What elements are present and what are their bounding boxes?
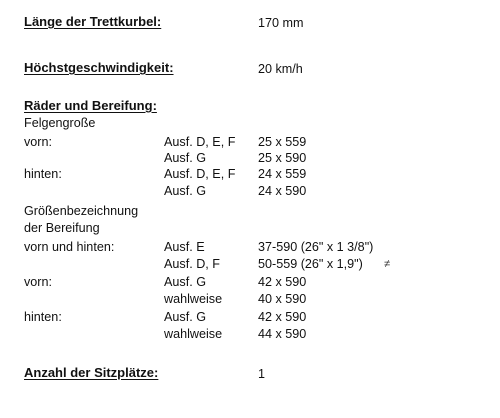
- max-speed-value: 20 km/h: [258, 62, 303, 76]
- rim-row-size: 25 x 559: [258, 135, 307, 149]
- rim-row-variant: Ausf. G: [164, 151, 206, 165]
- rim-row-size: 24 x 559: [258, 167, 307, 181]
- tire-row-variant: wahlweise: [164, 292, 223, 306]
- tire-row-variant: Ausf. G: [164, 310, 206, 324]
- tire-label-line2: der Bereifung: [24, 221, 100, 235]
- tire-row-variant: Ausf. G: [164, 275, 206, 289]
- crank-length-label: Länge der Trettkurbel:: [24, 14, 162, 29]
- rim-row-size: 25 x 590: [258, 151, 307, 165]
- rim-row-variant: Ausf. D, E, F: [164, 167, 236, 181]
- tire-row-size: 40 x 590: [258, 292, 307, 306]
- rim-size-label: Felgengroße: [24, 116, 96, 130]
- tire-row-pos: vorn und hinten:: [24, 240, 115, 254]
- tire-label-line1: Größenbezeichnung: [24, 204, 139, 218]
- seats-label: Anzahl der Sitzplätze:: [24, 365, 159, 380]
- tire-row-size: 42 x 590: [258, 275, 307, 289]
- crank-length-value: 170 mm: [258, 16, 304, 30]
- rim-row-pos: hinten:: [24, 167, 62, 181]
- tire-row-size: 42 x 590: [258, 310, 307, 324]
- tire-row-variant: wahlweise: [164, 327, 223, 341]
- tire-row-size: 37-590 (26" x 1 3/8"): [258, 240, 374, 254]
- tire-row-pos: hinten:: [24, 310, 62, 324]
- seats-value: 1: [258, 367, 266, 381]
- tire-row-pos: vorn:: [24, 275, 52, 289]
- tire-row-variant: Ausf. D, F: [164, 257, 220, 271]
- handwritten-mark-icon: ≠: [384, 258, 391, 270]
- rim-row-variant: Ausf. D, E, F: [164, 135, 236, 149]
- rim-row-variant: Ausf. G: [164, 184, 206, 198]
- tire-row-size: 44 x 590: [258, 327, 307, 341]
- tire-row-size: 50-559 (26" x 1,9"): [258, 257, 363, 271]
- max-speed-label: Höchstgeschwindigkeit:: [24, 60, 174, 75]
- rim-row-pos: vorn:: [24, 135, 52, 149]
- tire-row-variant: Ausf. E: [164, 240, 205, 254]
- rim-row-size: 24 x 590: [258, 184, 307, 198]
- wheels-heading: Räder und Bereifung:: [24, 98, 157, 113]
